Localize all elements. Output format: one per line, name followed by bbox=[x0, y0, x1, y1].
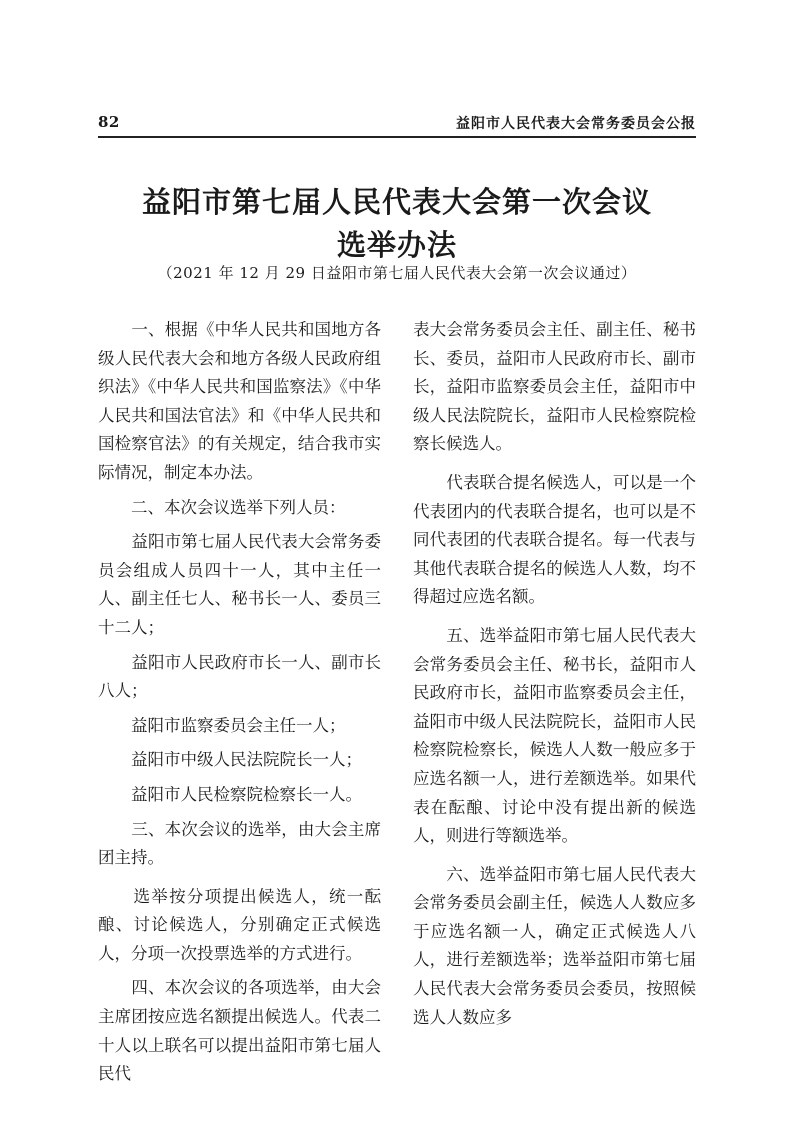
adoption-note: （2021 年 12 月 29 日益阳市第七届人民代表大会第一次会议通过） bbox=[157, 264, 637, 282]
journal-title: 益阳市人民代表大会常务委员会公报 bbox=[456, 116, 696, 132]
left-column bbox=[98, 316, 381, 1089]
right-column bbox=[413, 316, 696, 1032]
paragraph-9: 选举按分项提出候选人，统一酝酿、讨论候选人，分别确定正式候选人，分项一次投票选举的方式进行。 bbox=[98, 886, 381, 963]
paragraph-6: 益阳市中级人民法院院长一人； bbox=[98, 750, 362, 770]
paragraph-10: 四、本次会议的各项选举，由大会主席团按应选名额提出候选人。代表二十人以上联名可以提出益阳市第七届人民代 bbox=[98, 978, 381, 1084]
paragraph-11: 表大会常务委员会主任、副主任、秘书长、委员，益阳市人民政府市长、副市长，益阳市监察委员会主任，益阳市中级人民法院院长，益阳市人民检察院检察长候选人。 bbox=[413, 320, 696, 454]
paragraph-13: 五、选举益阳市第七届人民代表大会常务委员会主任、秘书长，益阳市人民政府市长，益阳市监察委员会主任，益阳市中级人民法院院长，益阳市人民检察院检察长，候选人人数一般应多于应选名额一人，进行差额选举。如果代表在酝酿、讨论中没有提出新的候选人，则进行等额选举。 bbox=[413, 625, 696, 846]
paragraph-14: 六、选举益阳市第七届人民代表大会常务委员会副主任，候选人人数应多于应选名额一人，确定正式候选人八人，进行差额选举；选举益阳市第七届人民代表大会常务委员会委员，按照候选人人数应多 bbox=[413, 864, 696, 1027]
running-header bbox=[98, 113, 696, 135]
paragraph-12: 代表联合提名候选人，可以是一个代表团内的代表联合提名，也可以是不同代表团的代表联合提名。每一代表与其他代表联合提名的候选人人数，均不得超过应选名额。 bbox=[413, 472, 696, 607]
paragraph-5: 益阳市监察委员会主任一人； bbox=[98, 715, 346, 735]
paragraph-7: 益阳市人民检察院检察长一人。 bbox=[98, 784, 362, 804]
paragraph-2: 二、本次会议选举下列人员： bbox=[98, 497, 346, 517]
document-title-line-1: 益阳市第七届人民代表大会第一次会议 bbox=[141, 185, 652, 219]
paragraph-8: 三、本次会议的选举，由大会主席团主持。 bbox=[98, 819, 381, 868]
document-title-line-2: 选举办法 bbox=[336, 228, 457, 262]
paragraph-3: 益阳市第七届人民代表大会常务委员会组成人员四十一人，其中主任一人、副主任七人、秘书长一人、委员三十二人； bbox=[98, 532, 381, 637]
header-rule bbox=[98, 136, 696, 138]
page-number: 82 bbox=[98, 113, 120, 131]
paragraph-1: 一、根据《中华人民共和国地方各级人民代表大会和地方各级人民政府组织法》《中华人民共和国监察法》《中华人民共和国法官法》和《中华人民共和国检察官法》的有关规定，结合我市实际情况，制定本办法。 bbox=[98, 320, 381, 482]
paragraph-4: 益阳市人民政府市长一人、副市长八人； bbox=[98, 652, 381, 701]
